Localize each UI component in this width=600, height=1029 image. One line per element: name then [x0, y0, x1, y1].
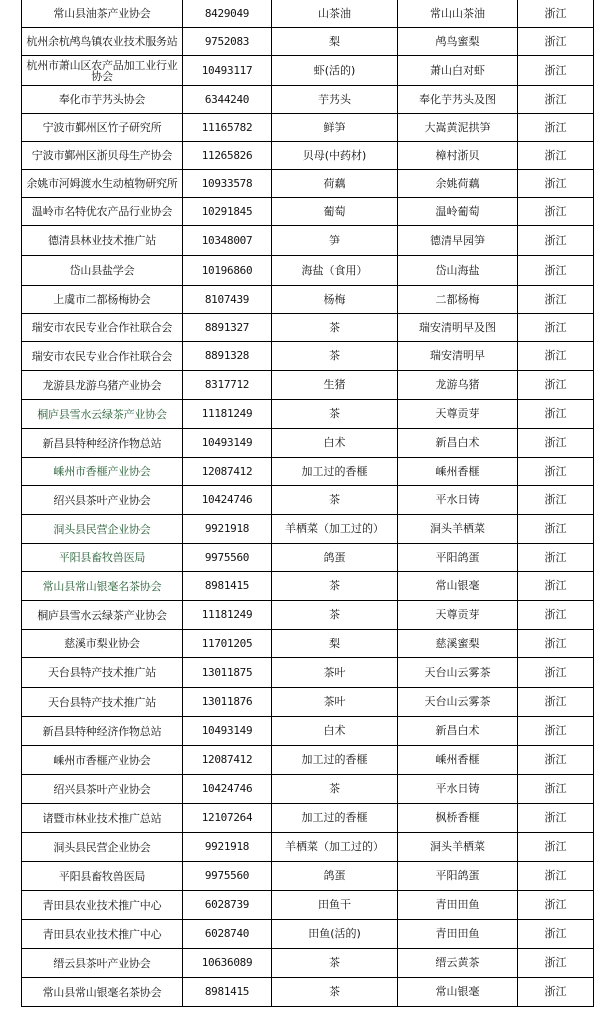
table-row: [22, 601, 594, 630]
registration-number-cell: 6028739: [183, 891, 272, 920]
table-row: [22, 226, 594, 256]
product-cell: 加工过的香榧: [272, 458, 398, 486]
trademark-name-cell: 余姚荷藕: [398, 170, 518, 198]
table-row: [22, 833, 594, 862]
trademark-name-cell: 慈溪蜜梨: [398, 630, 518, 658]
applicant-cell: 杭州市萧山区农产品加工业行业协会: [22, 56, 183, 86]
trademark-name-cell: 岱山海盐: [398, 256, 518, 286]
registration-number-cell: 10493149: [183, 429, 272, 458]
trademark-name-cell: 瑞安清明早及图: [398, 314, 518, 342]
trademark-name-cell: 平阳鸽蛋: [398, 862, 518, 891]
applicant-cell: 瑞安市农民专业合作社联合会: [22, 314, 183, 342]
applicant-cell: 上虞市二都杨梅协会: [22, 286, 183, 314]
registration-number-cell: 11165782: [183, 114, 272, 142]
table-row: [22, 458, 594, 486]
product-cell: 鸽蛋: [272, 862, 398, 891]
product-cell: 白术: [272, 429, 398, 458]
trademark-name-cell: 天台山云雾茶: [398, 658, 518, 688]
product-cell: 茶: [272, 978, 398, 1007]
table-row: [22, 572, 594, 601]
product-cell: 梨: [272, 630, 398, 658]
trademark-name-cell: 嵊州香榧: [398, 458, 518, 486]
province-cell: 浙江: [518, 400, 594, 429]
product-cell: 加工过的香榧: [272, 746, 398, 775]
product-cell: 茶: [272, 314, 398, 342]
registration-number-cell: 9921918: [183, 515, 272, 544]
trademark-name-cell: 萧山白对虾: [398, 56, 518, 86]
trademark-name-cell: 天尊贡芽: [398, 400, 518, 429]
registration-number-cell: 8317712: [183, 371, 272, 400]
province-cell: 浙江: [518, 170, 594, 198]
trademark-name-cell: 青田田鱼: [398, 920, 518, 949]
registration-number-cell: 8981415: [183, 978, 272, 1007]
table-row: [22, 804, 594, 833]
registration-number-cell: 10291845: [183, 198, 272, 226]
province-cell: 浙江: [518, 862, 594, 891]
applicant-cell: 洞头县民营企业协会: [22, 515, 183, 544]
table-row: [22, 775, 594, 804]
product-cell: 海盐（食用）: [272, 256, 398, 286]
product-cell: 茶叶: [272, 658, 398, 688]
province-cell: 浙江: [518, 515, 594, 544]
province-cell: 浙江: [518, 256, 594, 286]
trademark-name-cell: 樟村浙贝: [398, 142, 518, 170]
registration-number-cell: 10348007: [183, 226, 272, 256]
trademark-name-cell: 青田田鱼: [398, 891, 518, 920]
product-cell: 茶叶: [272, 688, 398, 717]
product-cell: 茶: [272, 572, 398, 601]
table-row: [22, 286, 594, 314]
table-row: [22, 891, 594, 920]
registration-number-cell: 8107439: [183, 286, 272, 314]
applicant-cell: 龙游县龙游乌猪产业协会: [22, 371, 183, 400]
table-row: [22, 314, 594, 342]
province-cell: 浙江: [518, 286, 594, 314]
applicant-cell: 诸暨市林业技术推广总站: [22, 804, 183, 833]
registration-number-cell: 10493149: [183, 717, 272, 746]
applicant-cell: 洞头县民营企业协会: [22, 833, 183, 862]
province-cell: 浙江: [518, 630, 594, 658]
registration-number-cell: 6344240: [183, 86, 272, 114]
product-cell: 茶: [272, 400, 398, 429]
trademark-name-cell: 缙云黄茶: [398, 949, 518, 978]
province-cell: 浙江: [518, 0, 594, 28]
applicant-cell: 绍兴县茶叶产业协会: [22, 775, 183, 804]
product-cell: 羊栖菜（加工过的）: [272, 515, 398, 544]
province-cell: 浙江: [518, 198, 594, 226]
province-cell: 浙江: [518, 142, 594, 170]
trademark-name-cell: 二都杨梅: [398, 286, 518, 314]
registration-number-cell: 10636089: [183, 949, 272, 978]
registration-number-cell: 13011875: [183, 658, 272, 688]
province-cell: 浙江: [518, 86, 594, 114]
applicant-cell: 余姚市河姆渡水生动植物研究所: [22, 170, 183, 198]
applicant-cell: 青田县农业技术推广中心: [22, 891, 183, 920]
trademark-name-cell: 大嵩黄泥拱笋: [398, 114, 518, 142]
applicant-cell: 常山县常山银毫名茶协会: [22, 572, 183, 601]
table-row: [22, 515, 594, 544]
trademark-name-cell: 奉化芋艿头及图: [398, 86, 518, 114]
trademark-name-cell: 平水日铸: [398, 486, 518, 515]
table-row: [22, 28, 594, 56]
table-row: [22, 949, 594, 978]
applicant-cell: 平阳县畜牧兽医局: [22, 862, 183, 891]
trademark-name-cell: 鸬鸟蜜梨: [398, 28, 518, 56]
registration-number-cell: 9921918: [183, 833, 272, 862]
registration-number-cell: 11265826: [183, 142, 272, 170]
applicant-cell: 宁波市鄞州区竹子研究所: [22, 114, 183, 142]
province-cell: 浙江: [518, 342, 594, 371]
applicant-cell: 新昌县特种经济作物总站: [22, 429, 183, 458]
table-row: [22, 170, 594, 198]
registration-number-cell: 10424746: [183, 486, 272, 515]
table-row: [22, 0, 594, 28]
product-cell: 田鱼(活的): [272, 920, 398, 949]
product-cell: 笋: [272, 226, 398, 256]
table-row: [22, 658, 594, 688]
applicant-cell: 嵊州市香榧产业协会: [22, 746, 183, 775]
product-cell: 茶: [272, 342, 398, 371]
province-cell: 浙江: [518, 717, 594, 746]
applicant-cell: 嵊州市香榧产业协会: [22, 458, 183, 486]
product-cell: 芋艿头: [272, 86, 398, 114]
table-body: [22, 0, 594, 1007]
applicant-cell: 新昌县特种经济作物总站: [22, 717, 183, 746]
applicant-cell: 平阳县畜牧兽医局: [22, 544, 183, 572]
product-cell: 山茶油: [272, 0, 398, 28]
product-cell: 白术: [272, 717, 398, 746]
trademark-name-cell: 新昌白术: [398, 717, 518, 746]
registration-number-cell: 11701205: [183, 630, 272, 658]
registration-number-cell: 8981415: [183, 572, 272, 601]
trademark-name-cell: 洞头羊栖菜: [398, 515, 518, 544]
applicant-cell: 岱山县盐学会: [22, 256, 183, 286]
product-cell: 羊栖菜（加工过的）: [272, 833, 398, 862]
table-row: [22, 342, 594, 371]
registration-number-cell: 9752083: [183, 28, 272, 56]
province-cell: 浙江: [518, 314, 594, 342]
province-cell: 浙江: [518, 688, 594, 717]
applicant-cell: 缙云县茶叶产业协会: [22, 949, 183, 978]
registration-number-cell: 9975560: [183, 862, 272, 891]
product-cell: 茶: [272, 949, 398, 978]
province-cell: 浙江: [518, 746, 594, 775]
registration-number-cell: 8891327: [183, 314, 272, 342]
province-cell: 浙江: [518, 804, 594, 833]
registration-number-cell: 9975560: [183, 544, 272, 572]
province-cell: 浙江: [518, 429, 594, 458]
registration-number-cell: 12087412: [183, 746, 272, 775]
applicant-cell: 绍兴县茶叶产业协会: [22, 486, 183, 515]
province-cell: 浙江: [518, 28, 594, 56]
province-cell: 浙江: [518, 544, 594, 572]
province-cell: 浙江: [518, 978, 594, 1007]
trademark-name-cell: 龙游乌猪: [398, 371, 518, 400]
table-row: [22, 256, 594, 286]
product-cell: 鸽蛋: [272, 544, 398, 572]
table-row: [22, 142, 594, 170]
trademark-name-cell: 嵊州香榧: [398, 746, 518, 775]
trademark-name-cell: 天尊贡芽: [398, 601, 518, 630]
registration-number-cell: 10196860: [183, 256, 272, 286]
province-cell: 浙江: [518, 371, 594, 400]
province-cell: 浙江: [518, 114, 594, 142]
registration-number-cell: 11181249: [183, 400, 272, 429]
registration-number-cell: 10933578: [183, 170, 272, 198]
registration-number-cell: 12107264: [183, 804, 272, 833]
province-cell: 浙江: [518, 658, 594, 688]
applicant-cell: 慈溪市梨业协会: [22, 630, 183, 658]
trademark-name-cell: 常山银毫: [398, 572, 518, 601]
product-cell: 梨: [272, 28, 398, 56]
registration-number-cell: 13011876: [183, 688, 272, 717]
product-cell: 杨梅: [272, 286, 398, 314]
applicant-cell: 青田县农业技术推广中心: [22, 920, 183, 949]
applicant-cell: 温岭市名特优农产品行业协会: [22, 198, 183, 226]
table-row: [22, 630, 594, 658]
province-cell: 浙江: [518, 775, 594, 804]
table-row: [22, 544, 594, 572]
registration-number-cell: 11181249: [183, 601, 272, 630]
table-row: [22, 920, 594, 949]
province-cell: 浙江: [518, 949, 594, 978]
trademark-name-cell: 瑞安清明早: [398, 342, 518, 371]
table-row: [22, 56, 594, 86]
province-cell: 浙江: [518, 833, 594, 862]
applicant-cell: 桐庐县雪水云绿茶产业协会: [22, 601, 183, 630]
registration-number-cell: 8429049: [183, 0, 272, 28]
table-row: [22, 688, 594, 717]
trademark-name-cell: 平水日铸: [398, 775, 518, 804]
table-row: [22, 486, 594, 515]
province-cell: 浙江: [518, 601, 594, 630]
trademark-name-cell: 天台山云雾茶: [398, 688, 518, 717]
table-row: [22, 717, 594, 746]
product-cell: 荷藕: [272, 170, 398, 198]
province-cell: 浙江: [518, 226, 594, 256]
registration-number-cell: 10493117: [183, 56, 272, 86]
trademark-name-cell: 德清早园笋: [398, 226, 518, 256]
product-cell: 鲜笋: [272, 114, 398, 142]
product-cell: 生猪: [272, 371, 398, 400]
product-cell: 茶: [272, 601, 398, 630]
applicant-cell: 杭州余杭鸬鸟镇农业技术服务站: [22, 28, 183, 56]
applicant-cell: 桐庐县雪水云绿茶产业协会: [22, 400, 183, 429]
applicant-cell: 德清县林业技术推广站: [22, 226, 183, 256]
province-cell: 浙江: [518, 56, 594, 86]
table-row: [22, 862, 594, 891]
table-row: [22, 114, 594, 142]
product-cell: 虾(活的): [272, 56, 398, 86]
product-cell: 加工过的香榧: [272, 804, 398, 833]
product-cell: 茶: [272, 486, 398, 515]
trademark-name-cell: 新昌白术: [398, 429, 518, 458]
trademark-name-cell: 枫桥香榧: [398, 804, 518, 833]
product-cell: 田鱼干: [272, 891, 398, 920]
province-cell: 浙江: [518, 891, 594, 920]
applicant-cell: 宁波市鄞州区浙贝母生产协会: [22, 142, 183, 170]
province-cell: 浙江: [518, 572, 594, 601]
applicant-cell: 常山县油茶产业协会: [22, 0, 183, 28]
table-row: [22, 86, 594, 114]
province-cell: 浙江: [518, 458, 594, 486]
product-cell: 葡萄: [272, 198, 398, 226]
table-row: [22, 429, 594, 458]
trademark-name-cell: 洞头羊栖菜: [398, 833, 518, 862]
applicant-cell: 奉化市芋艿头协会: [22, 86, 183, 114]
table-row: [22, 400, 594, 429]
trademark-name-cell: 平阳鸽蛋: [398, 544, 518, 572]
trademark-table: [21, 0, 594, 1007]
product-cell: 贝母(中药材): [272, 142, 398, 170]
table-row: [22, 371, 594, 400]
trademark-name-cell: 常山银毫: [398, 978, 518, 1007]
applicant-cell: 常山县常山银毫名茶协会: [22, 978, 183, 1007]
applicant-cell: 天台县特产技术推广站: [22, 688, 183, 717]
table-row: [22, 746, 594, 775]
registration-number-cell: 6028740: [183, 920, 272, 949]
registration-number-cell: 12087412: [183, 458, 272, 486]
province-cell: 浙江: [518, 920, 594, 949]
applicant-cell: 天台县特产技术推广站: [22, 658, 183, 688]
province-cell: 浙江: [518, 486, 594, 515]
product-cell: 茶: [272, 775, 398, 804]
trademark-name-cell: 常山山茶油: [398, 0, 518, 28]
registration-number-cell: 8891328: [183, 342, 272, 371]
table-row: [22, 198, 594, 226]
registration-number-cell: 10424746: [183, 775, 272, 804]
applicant-cell: 瑞安市农民专业合作社联合会: [22, 342, 183, 371]
table-row: [22, 978, 594, 1007]
trademark-name-cell: 温岭葡萄: [398, 198, 518, 226]
